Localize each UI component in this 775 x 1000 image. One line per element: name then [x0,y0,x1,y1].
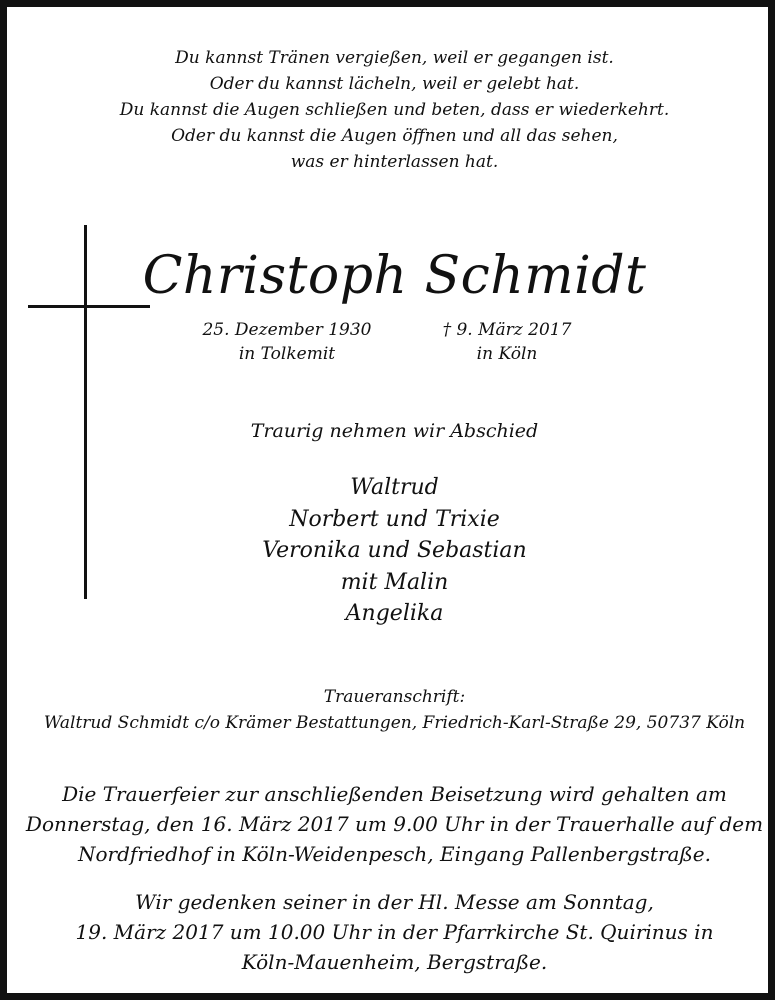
service-line: Donnerstag, den 16. März 2017 um 9.00 Uhr in der Trauerhalle auf dem [25,812,764,836]
address-label: Traueranschrift: [323,687,466,707]
birth-place: in Tolkemit [238,344,336,364]
service-line: Die Trauerfeier zur anschließenden Beisetzung wird gehalten am [62,782,727,806]
service-line: Nordfriedhof in Köln-Weidenpesch, Eingang Pallenbergstraße. [78,842,711,866]
birth-date: 25. Dezember 1930 [202,320,372,340]
memorial-mass [7,887,775,977]
mourning-address [7,684,775,736]
family-member: mit Malin [340,569,449,595]
poem-line: Du kannst Tränen vergießen, weil er gegangen ist. [175,48,614,68]
death-date: † 9. März 2017 [442,320,572,340]
poem-line: Oder du kannst die Augen öffnen und all das sehen, [171,126,618,146]
mass-line: Wir gedenken seiner in der Hl. Messe am Sonntag, [135,890,654,914]
poem-line: Oder du kannst lächeln, weil er gelebt hat. [209,74,580,94]
poem-line: Du kannst die Augen schließen und beten, dass er wiederkehrt. [119,100,670,120]
family-member: Norbert und Trixie [289,506,500,532]
family-member: Waltrud [350,475,439,500]
mass-line: Köln-Mauenheim, Bergstraße. [241,950,548,974]
birth-info [187,318,387,366]
family-list [7,472,775,630]
family-member: Veronika und Sebastian [262,538,527,563]
funeral-service [7,779,775,869]
deceased-name: Christoph Schmidt [142,246,647,306]
address-text: Waltrud Schmidt c/o Krämer Bestattungen, Friedrich-Karl-Straße 29, 50737 Köln [43,713,746,733]
poem-line: was er hinterlassen hat. [290,152,499,172]
family-member: Angelika [345,601,444,626]
death-place: in Köln [476,344,538,364]
poem [7,45,775,175]
death-info [407,318,607,366]
mass-line: 19. März 2017 um 10.00 Uhr in der Pfarrkirche St. Quirinus in [75,920,714,944]
mourning-line: Traurig nehmen wir Abschied [250,420,539,442]
